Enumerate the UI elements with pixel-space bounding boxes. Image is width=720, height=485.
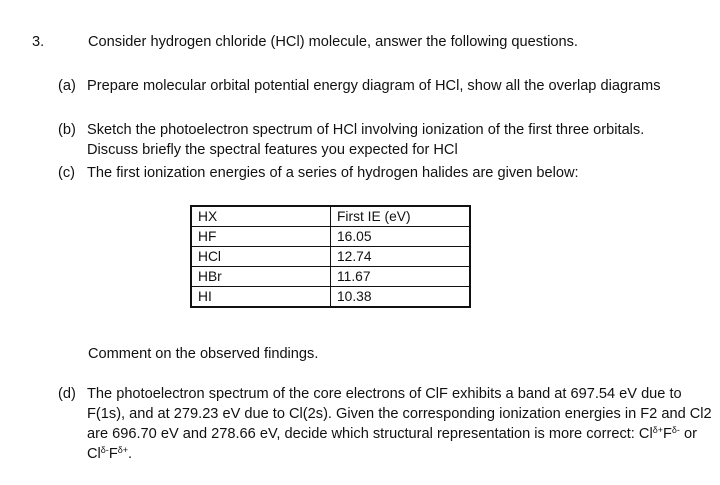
- question-number: 3.: [32, 34, 45, 50]
- part-d: [58, 384, 718, 464]
- question-intro: Consider hydrogen chloride (HCl) molecule, answer the following questions.: [88, 34, 578, 50]
- part-d-text: The photoelectron spectrum of the core electrons of ClF exhibits a band at 697.54 eV due to F(1s), and at 279.23 eV due to Cl(2s). Given the corresponding ionization energies in F2 and Cl2 are 696.70 eV and 278.66 eV, decide which structural representation is more correct:: [87, 386, 712, 442]
- part-c: [58, 163, 698, 183]
- table-row: [191, 287, 470, 308]
- part-a-label: (a): [58, 78, 76, 94]
- part-c-label: (c): [58, 165, 76, 181]
- option-connector: or: [683, 426, 697, 442]
- structure-option-2: [87, 446, 128, 462]
- table-cell-halide: HBr: [191, 267, 331, 287]
- element-symbol: F: [662, 426, 672, 442]
- table-header-cell: HX: [191, 206, 331, 227]
- table-cell-ie: 10.38: [331, 287, 471, 308]
- table-cell-halide: HF: [191, 227, 331, 247]
- element-symbol: Cl: [87, 446, 101, 462]
- part-b-text: Sketch the photoelectron spectrum of HCl involving ionization of the first three orbitals. Discuss briefly the spectral features you expected for HCl: [87, 122, 645, 158]
- table-cell-halide: HI: [191, 287, 331, 308]
- table-cell-halide: HCl: [191, 247, 331, 267]
- partial-charge: δ+: [117, 445, 128, 455]
- part-b: [58, 120, 698, 160]
- table-cell-ie: 12.74: [331, 247, 471, 267]
- part-a: [58, 76, 698, 96]
- table-header-row: [191, 206, 470, 227]
- comment-prompt: Comment on the observed findings.: [88, 346, 319, 362]
- ionization-energy-table: [190, 205, 471, 308]
- table-row: [191, 267, 470, 287]
- table-cell-ie: 16.05: [331, 227, 471, 247]
- structure-option-1: [639, 426, 680, 442]
- partial-charge: δ+: [652, 425, 663, 435]
- table-row: [191, 227, 470, 247]
- partial-charge: δ-: [671, 425, 680, 435]
- part-c-text: The first ionization energies of a series of hydrogen halides are given below:: [87, 165, 579, 181]
- part-d-body: [87, 384, 718, 464]
- partial-charge: δ-: [100, 445, 109, 455]
- table-row: [191, 247, 470, 267]
- sentence-end: .: [128, 446, 133, 462]
- part-b-label: (b): [58, 122, 76, 138]
- table-header-cell: First IE (eV): [331, 206, 471, 227]
- element-symbol: F: [108, 446, 118, 462]
- part-d-label: (d): [58, 386, 76, 402]
- part-a-text: Prepare molecular orbital potential energy diagram of HCl, show all the overlap diagrams: [87, 78, 661, 94]
- element-symbol: Cl: [638, 426, 653, 442]
- table-cell-ie: 11.67: [331, 267, 471, 287]
